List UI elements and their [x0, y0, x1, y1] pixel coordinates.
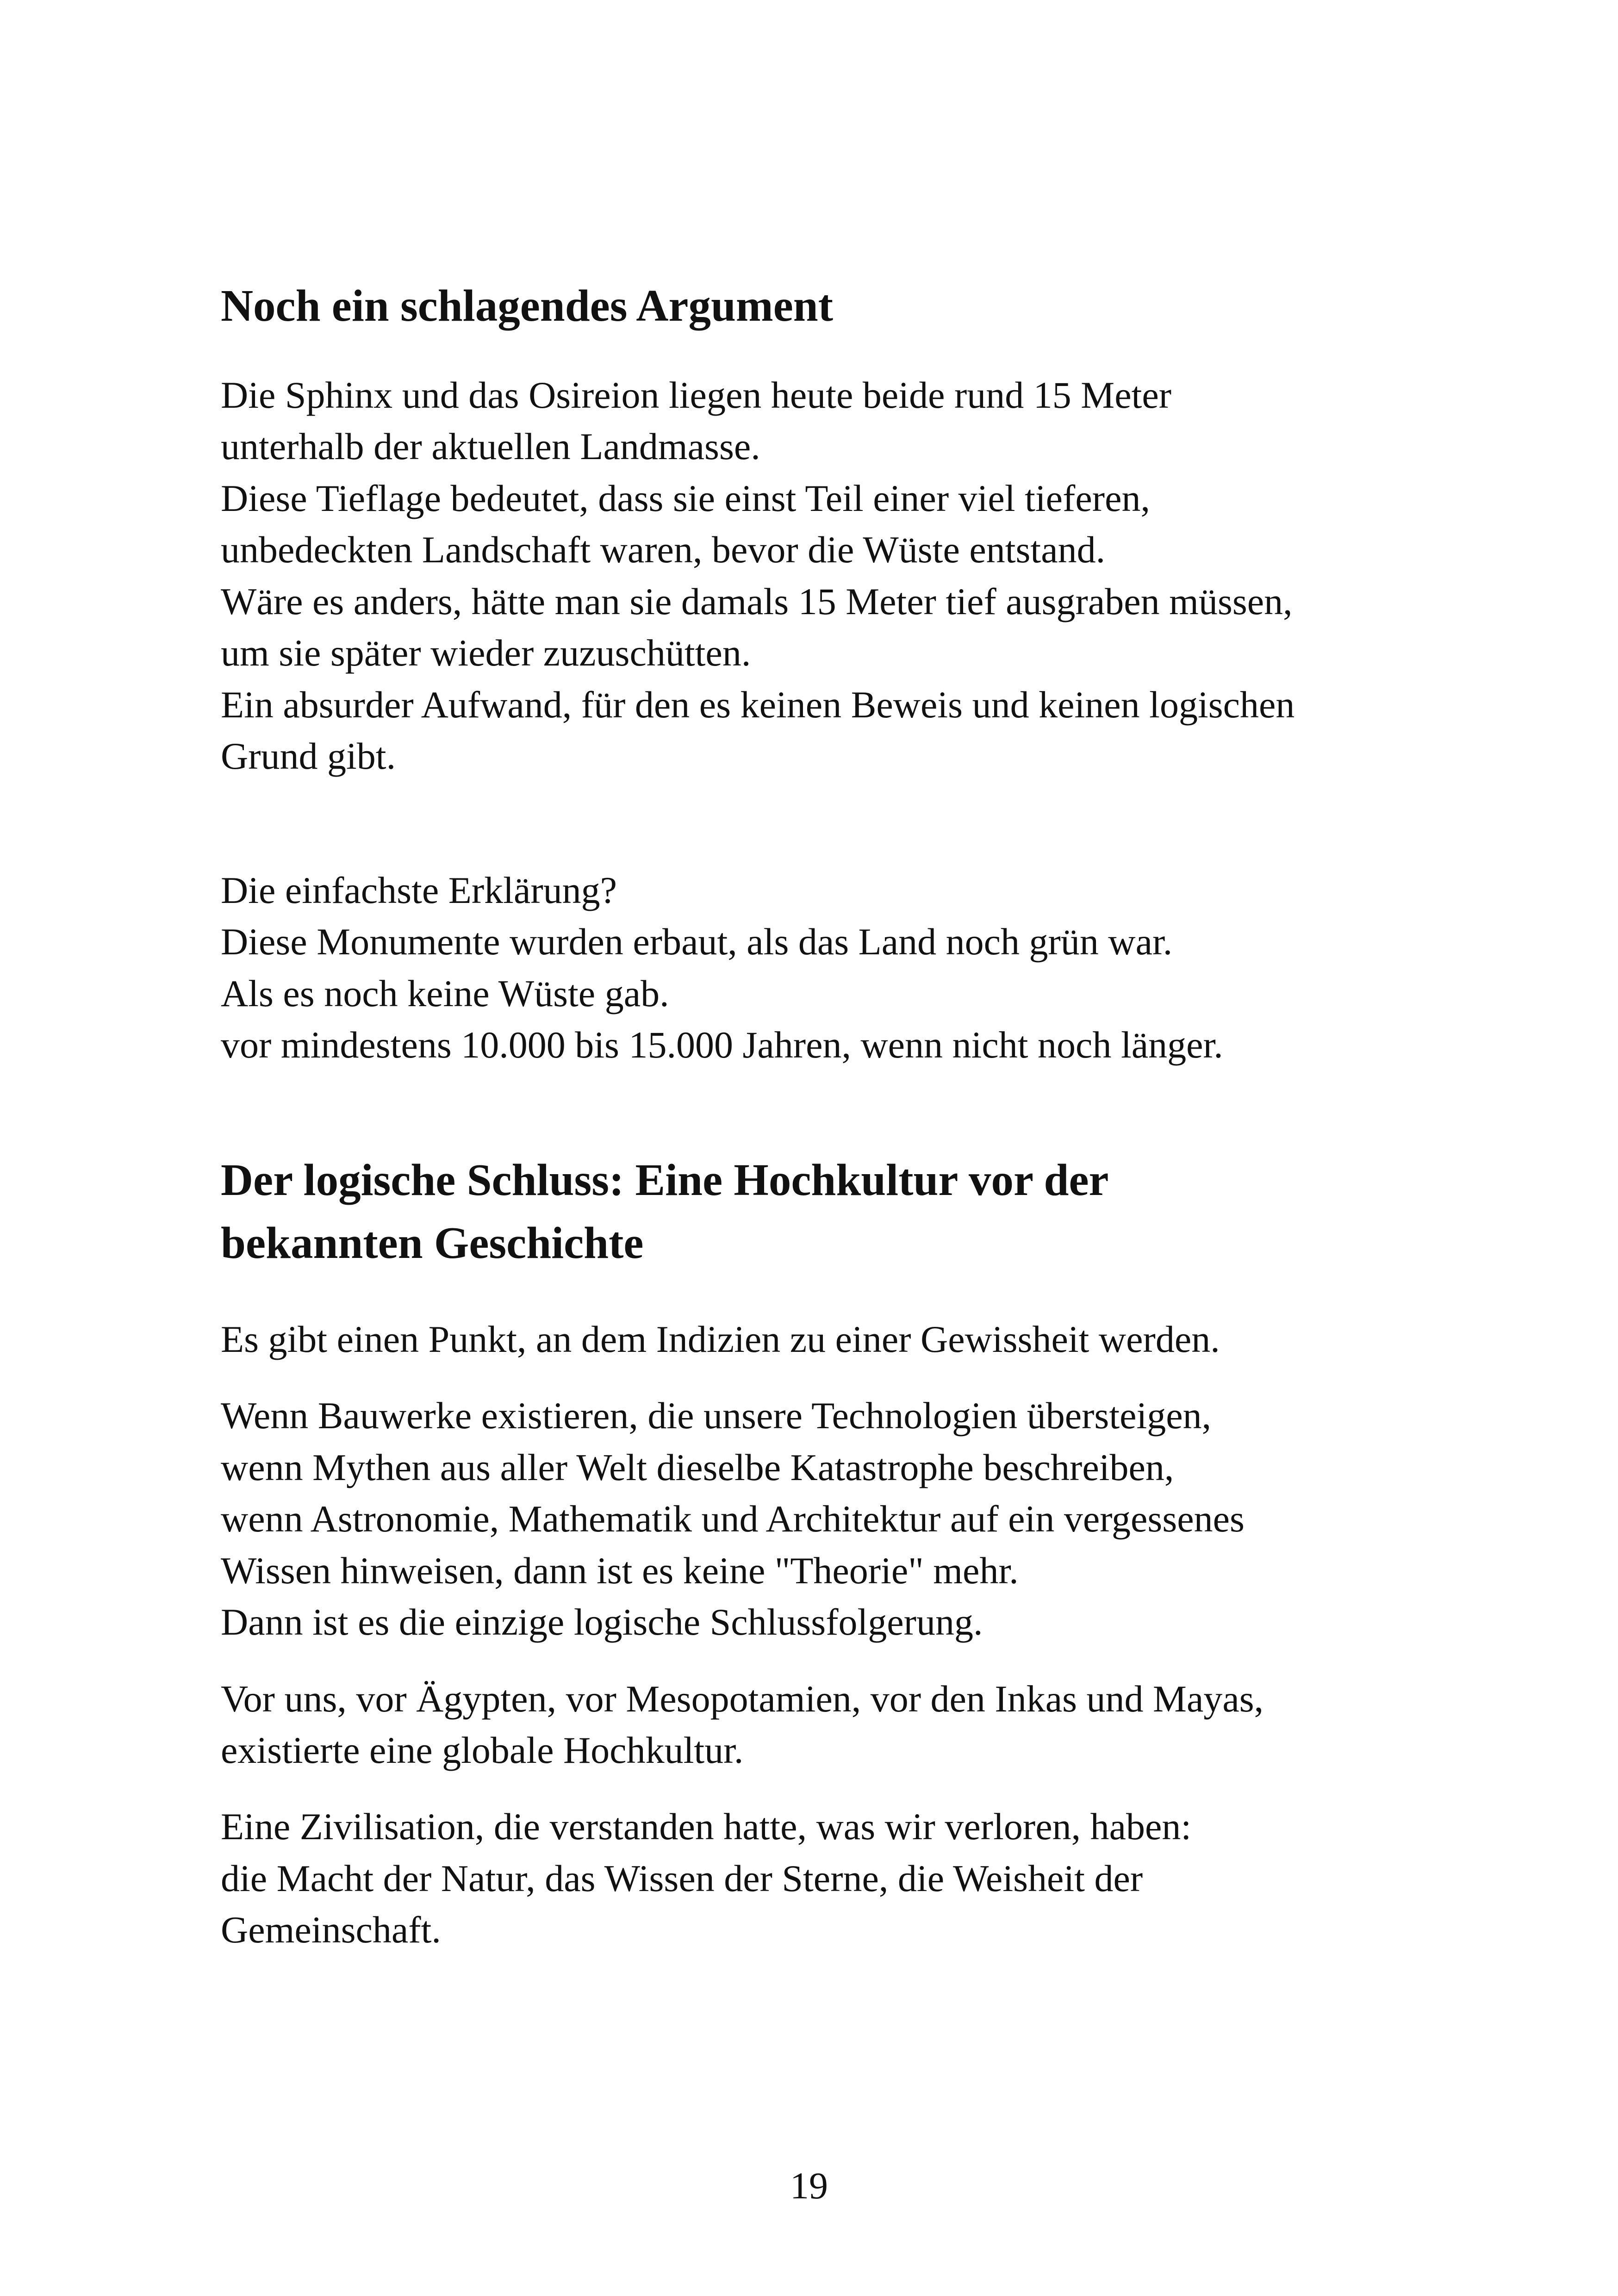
- text-line: Vor uns, vor Ägypten, vor Mesopotamien, vor den Inkas und Mayas,: [221, 1678, 1264, 1720]
- text-line: unbedeckten Landschaft waren, bevor die Wüste entstand.: [221, 529, 1106, 571]
- text-line: existierte eine globale Hochkultur.: [221, 1729, 744, 1771]
- text-line: Eine Zivilisation, die verstanden hatte, was wir verloren, haben:: [221, 1805, 1192, 1848]
- text-line: Es gibt einen Punkt, an dem Indizien zu einer Gewissheit werden.: [221, 1318, 1220, 1360]
- text-line: Wissen hinweisen, dann ist es keine "Theorie" mehr.: [221, 1549, 1019, 1592]
- text-line: Wenn Bauwerke existieren, die unsere Technologien übersteigen,: [221, 1394, 1212, 1437]
- page-number: 19: [790, 2165, 828, 2207]
- text-line: Die Sphinx und das Osireion liegen heute beide rund 15 Meter: [221, 374, 1172, 416]
- text-line: Dann ist es die einzige logische Schlussfolgerung.: [221, 1601, 983, 1643]
- section-heading-line: bekannten Geschichte: [221, 1218, 644, 1268]
- text-line: Wäre es anders, hätte man sie damals 15 Meter tief ausgraben müssen,: [221, 580, 1293, 622]
- text-line: Diese Monumente wurden erbaut, als das Land noch grün war.: [221, 921, 1173, 963]
- text-line: die Macht der Natur, das Wissen der Sterne, die Weisheit der: [221, 1857, 1143, 1899]
- text-line: wenn Mythen aus aller Welt dieselbe Katastrophe beschreiben,: [221, 1446, 1174, 1488]
- text-line: Grund gibt.: [221, 735, 396, 777]
- text-line: um sie später wieder zuzuschütten.: [221, 632, 751, 674]
- text-line: wenn Astronomie, Mathematik und Architektur auf ein vergessenes: [221, 1498, 1245, 1540]
- text-line: unterhalb der aktuellen Landmasse.: [221, 425, 760, 467]
- text-line: Als es noch keine Wüste gab.: [221, 972, 669, 1014]
- text-line: Ein absurder Aufwand, für den es keinen Beweis und keinen logischen: [221, 684, 1295, 726]
- section-heading-line: Der logische Schluss: Eine Hochkultur vor der: [221, 1155, 1109, 1205]
- text-line: Gemeinschaft.: [221, 1909, 441, 1951]
- text-line: vor mindestens 10.000 bis 15.000 Jahren, wenn nicht noch länger.: [221, 1024, 1223, 1066]
- text-line: Die einfachste Erklärung?: [221, 869, 617, 911]
- text-line: Diese Tieflage bedeutet, dass sie einst Teil einer viel tieferen,: [221, 477, 1150, 519]
- section-heading: Noch ein schlagendes Argument: [221, 281, 833, 330]
